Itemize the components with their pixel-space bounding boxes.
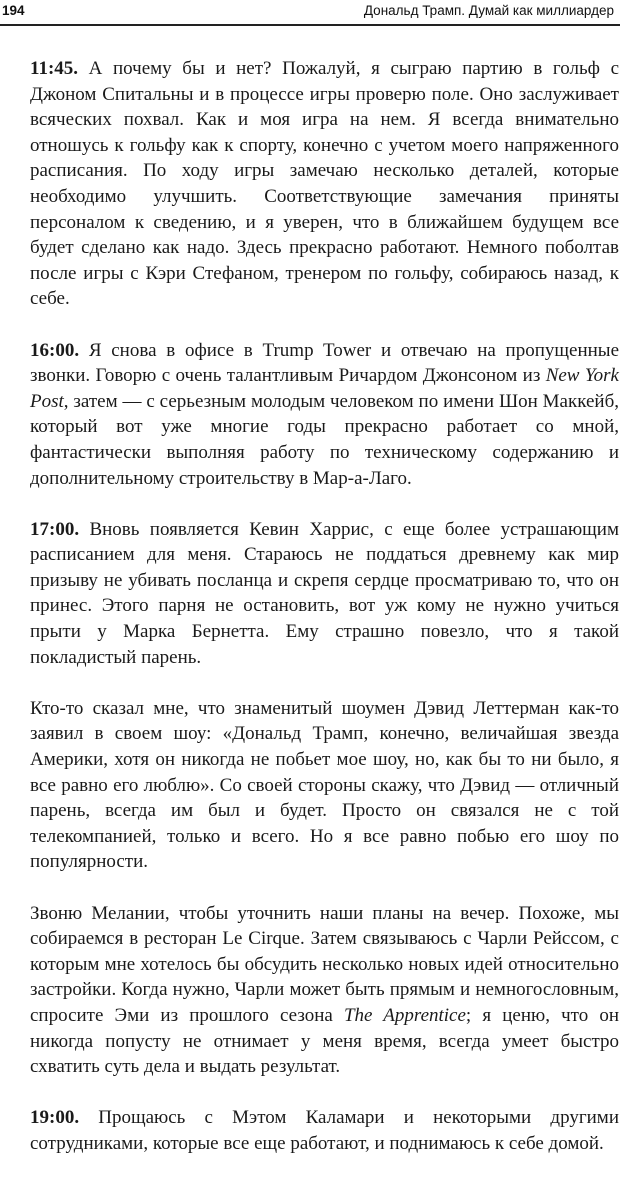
- paragraph-1600: [30, 338, 619, 492]
- page-number: 194: [2, 3, 25, 18]
- time-stamp: 11:45.: [30, 58, 79, 79]
- page-header: [0, 0, 620, 26]
- paragraph-text: Кто-то сказал мне, что знаменитый шоумен Дэвид Леттерман как-то заявил в своем шоу: «Дональд Трамп, конечно, величайшая звезда Америки, хотя он никогда не побьет мое шоу, но, как бы то ни было, я все равно его люблю». Со своей стороны скажу, что Дэвид — отличный парень, всегда им был и будет. Просто он связался не с той телекомпанией, только и всего. Но я все равно побью его шоу по популярности.: [30, 697, 619, 873]
- show-title: The Apprentice: [343, 1004, 466, 1026]
- paragraph-text: А почему бы и нет? Пожалуй, я сыграю партию в гольф с Джоном Спитальны и в процессе игры проверю поле. Оно заслуживает всяческих похвал. Как и моя игра на нем. Я всегда внимательно отношусь к гольфу как к спорту, конечно с учетом моего напряженного расписания. По ходу игры замечаю несколько деталей, которые необходимо улучшить. Соответствующие замечания приняты персоналом к сведению, и я уверен, что в ближайшем будущем все будет сделано как надо. Здесь прекрасно работают. Немного поболтав после игры с Кэри Стефаном, тренером по гольфу, собираюсь назад, к себе.: [30, 58, 619, 310]
- paragraph-letterman: [30, 696, 619, 875]
- running-title: Дональд Трамп. Думай как миллиардер: [363, 3, 614, 18]
- publication-title: New York Post: [30, 365, 619, 412]
- paragraph-text: Вновь появляется Кевин Харрис, с еще более устрашающим расписанием для меня. Стараюсь не поддаться древнему как мир призыву не убивать посланца и скрепя сердце просматриваю то, что он принес. Этого парня не остановить, вот уж кому не нужно учиться прыти у Марка Бернетта. Ему страшно повезло, что я такой покладистый парень.: [30, 518, 619, 668]
- time-stamp: 17:00.: [30, 518, 80, 540]
- header-rule: [0, 24, 620, 26]
- time-stamp: 19:00.: [30, 1107, 80, 1129]
- time-stamp: 16:00.: [30, 339, 80, 361]
- paragraph-text: Я снова в офисе в Trump Tower и отвечаю на пропущенные звонки. Говорю с очень талантливым Ричардом Джонсоном из: [30, 339, 619, 387]
- paragraph-1900: [30, 1105, 619, 1156]
- paragraph-text: ; я ценю, что он никогда попусту не отнимает у меня время, всегда умеет быстро схватить суть дела и выдать результат.: [30, 1004, 619, 1078]
- paragraph-melania: [30, 901, 619, 1080]
- paragraph-1145: [30, 56, 619, 312]
- paragraph-text: Прощаюсь с Мэтом Каламари и некоторыми другими сотрудниками, которые все еще работают, и поднимаюсь к себе домой.: [30, 1107, 619, 1154]
- paragraph-1700: [30, 517, 619, 671]
- paragraph-text: Звоню Мелании, чтобы уточнить наши планы на вечер. Похоже, мы собираемся в ресторан Le Cirque. Затем связываюсь с Чарли Рейссом, с которым мне хотелось бы обсудить несколько новых идей относительно застройки. Когда нужно, Чарли может быть прямым и немногословным, спросите Эми из прошлого сезона: [30, 902, 619, 1026]
- paragraph-text: , затем — с серьезным молодым человеком по имени Шон Маккейб, который вот уже многие годы прекрасно работает со мной, фантастически выполняя работу по техническому содержанию и дополнительному строительству в Мар-а-Лаго.: [30, 390, 619, 489]
- body-text: [30, 56, 619, 1182]
